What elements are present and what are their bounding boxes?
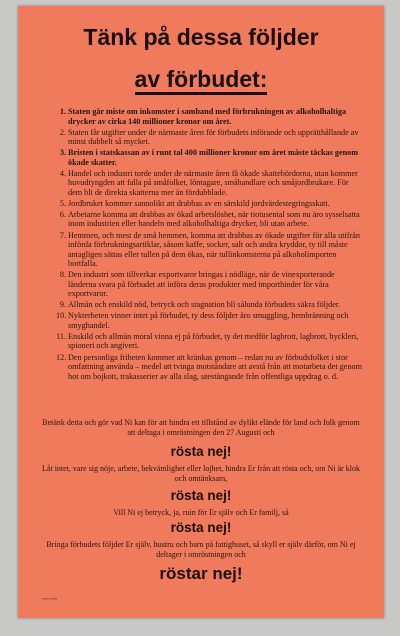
list-item: 4. Handel och industri torde under de närmaste åren få ökade skattebördorna, utan kommer huvudtyngden att falla på småfolket, löntagare, småhandlare och småjordbrukare. För dem bli de direkta skatterna mer än fördubblade. xyxy=(59,168,358,197)
list-item: 8. Den industri som tillverkar exportvaror bringas i nödläge, när de vinexporterande länderna svara på förbudet att införa deras produkter med importhinder för våra exportvaror. xyxy=(59,270,335,299)
vote-no-slogan-1: rösta nej! xyxy=(170,444,232,459)
list-item: 11. Enskild och allmän moral vinna ej på förbudet, ty det medför lagbrott, lagbrott, hyckleri, spioneri och angiveri. xyxy=(56,331,359,351)
vote-no-slogan-4: röstar nej! xyxy=(159,564,243,583)
poster-title-line1: Tänk på dessa följder xyxy=(83,24,319,50)
list-item: 1. Staten går miste om inkomster i samband med förbrukningen av alkoholhaltiga drycker av cirka 140 millioner kronor om året. xyxy=(59,107,347,126)
closing-text-3: Vill Ni ej betryck, ja, ruin för Er själv och Er familj, så xyxy=(113,508,289,517)
consequence-list xyxy=(56,107,364,383)
poster-title-line2: av förbudet: xyxy=(18,66,384,92)
list-item: 7. Hemmen, och mest de små hemmen, komma att drabbas av ökade utgifter för alla utifrån införda förbrukningsartiklar, såsom kaffe, socker, salt och andra kryddor, ty till måste antagligen sättas eller tullen på dem ökas, när tullinkomsterna på alkoholimporten bortfalla. xyxy=(59,230,360,269)
list-item: 6. Arbetarne komma att drabbas av ökad arbetslöshet, när tiotusental som nu äro sysselsatta inom industrien eller handeln med alkoholhaltiga drycker, bli utan arbete. xyxy=(59,209,360,229)
closing-text-2: Låt intet, vare sig nöje, arbete, bekvämlighet eller lojhet, hindra Er från att rösta och, om Ni är klok och omtänksam, xyxy=(42,464,360,483)
printer-mark: ▪▪▪▪▪ ▪▪▪▪▪ xyxy=(42,596,58,601)
list-item: 10. Nykterheten vinner intet på förbudet, ty dess följder äro smuggling, hembränning och smyghandel. xyxy=(56,311,349,330)
closing-text-1: Betänk detta och gör vad Ni kan för att hindra ett tillstånd av dylikt elände för land och folk genom att deltaga i omröstningen den 27 Augusti och xyxy=(42,418,360,437)
list-item: 5. Jordbruket kommer sannolikt att drabbas av en särskild jordvärdestegringsskatt. xyxy=(59,198,330,208)
list-item: 2. Staten får utgifter under de närmaste åren för förbudets införande och upprätthållande av minst dubbelt så mycket. xyxy=(59,127,359,147)
poster xyxy=(18,6,384,618)
list-item: 3. Bristen i statskassan av i runt tal 400 millioner kronor om året måste täckas genom ökade skatter. xyxy=(59,148,359,167)
list-item: 9. Allmän och enskild nöd, betryck och stagnation bli sålunda förbudets säkra följder. xyxy=(59,300,341,310)
closing-text-4: Bringa förbudets följder Er själv, hustru och barn på fattighuset, så skyll er själv därför, om Ni ej deltager i omröstningen och xyxy=(46,540,356,559)
list-item: 12. Den personliga friheten kommer att kränkas genom – redan nu av förbudsfolket i stor omfattning använda – medel att tvinga motståndare att avstå från att motarbeta det genom hot om bojkott, trakasserier av alla slag, utestängande från offentliga uppdrag o. d. xyxy=(56,352,362,381)
vote-no-slogan-3: rösta nej! xyxy=(170,520,232,535)
vote-no-slogan-2: rösta nej! xyxy=(170,488,232,503)
